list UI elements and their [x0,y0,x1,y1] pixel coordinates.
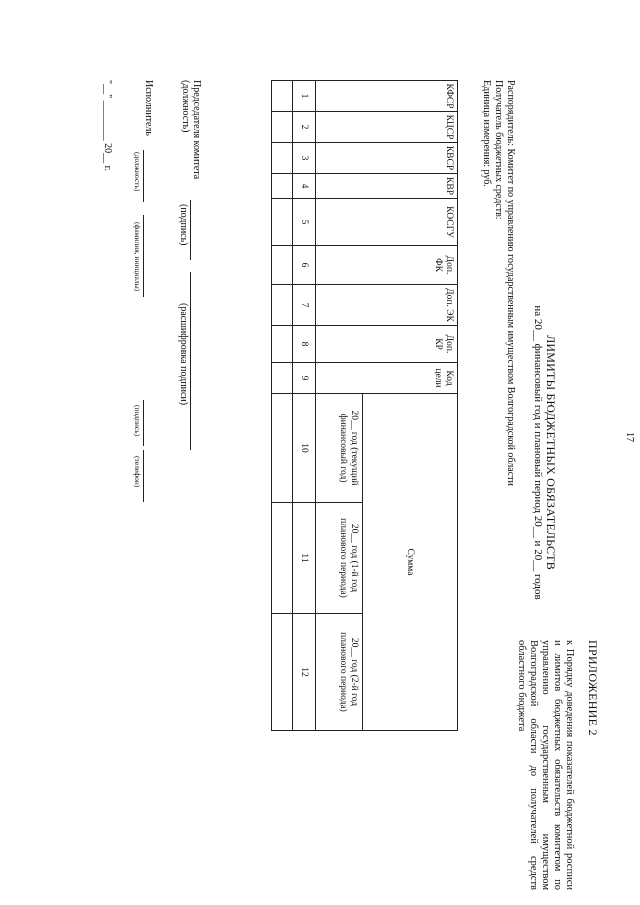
appendix-title: ПРИЛОЖЕНИЕ 2 [586,640,600,736]
page-number: 17 [624,432,635,442]
table-row [272,81,293,731]
decryption-line [190,272,191,450]
header-kcsr: КЦСР [316,112,458,143]
executor-label: Исполнитель [143,80,154,136]
header-dop-kr: Доп. КР [316,326,458,363]
header-dop-fk: Доп. ФК [316,246,458,285]
decryption-caption: (расшифровка подписи) [178,303,189,406]
header-dop-ek: Доп. ЭК [316,285,458,326]
header-kfsr: КФСР [316,81,458,112]
signature-line [190,200,191,260]
header-kvsr: КВСР [316,143,458,174]
chairman-label: Председателя комитета [191,80,202,180]
name-line [143,215,144,297]
limits-table [271,80,458,731]
chairman-position: (должность) [180,80,191,133]
position-line [143,150,144,202]
column-number: 4 [293,174,316,199]
date-line: "__" ________ 20__ г. [102,80,113,172]
column-number: 12 [293,614,316,731]
recipient-line: Получатель бюджетных средств: [493,80,504,220]
phone-caption: (телефон) [133,456,142,488]
column-number: 7 [293,285,316,326]
column-number: 2 [293,112,316,143]
header-kvr: КВР [316,174,458,199]
column-number: 1 [293,81,316,112]
document-subtitle: на 20__ финансовый год и плановый период 20__ и 20__ годов [532,305,544,600]
column-number: 10 [293,394,316,503]
header-sum: Сумма [363,394,458,731]
unit-line: Единица измерения: руб. [481,80,492,187]
info-block [480,80,516,486]
header-sum-year-3: 20__ год (2-й год планового периода) [316,614,363,731]
header-goal-code: Код цели [316,363,458,394]
header-sum-year-1: 20__ год (текущий финансовый год) [316,394,363,503]
name-caption: (фамилия, инициалы) [133,222,142,292]
header-kosgu: КОСГУ [316,199,458,246]
exec-signature-line [143,400,144,446]
table-header-row [363,81,458,731]
header-sum-year-2: 20__ год (1-й год планового периода) [316,503,363,614]
column-number: 3 [293,143,316,174]
distributor-line: Распорядитель: Комитет по управлению государственным имуществом Волгоградской области [505,80,516,486]
appendix-text: к Порядку доведения показателей бюджетной росписи и лимитов бюджетных обязательств комитетом по управлению государственным имуществом Волгоградской области до получателей средств областного бюджета [516,640,575,890]
document-title: ЛИМИТЫ БЮДЖЕТНЫХ ОБЯЗАТЕЛЬСТВ [544,335,558,570]
column-number: 9 [293,363,316,394]
column-number-row [293,81,316,731]
column-number: 11 [293,503,316,614]
column-number: 6 [293,246,316,285]
phone-line [143,450,144,502]
position-caption: (должность) [133,152,142,192]
column-number: 8 [293,326,316,363]
column-number: 5 [293,199,316,246]
exec-signature-caption: (подпись) [133,405,142,437]
signature-caption: (подпись) [178,204,189,246]
